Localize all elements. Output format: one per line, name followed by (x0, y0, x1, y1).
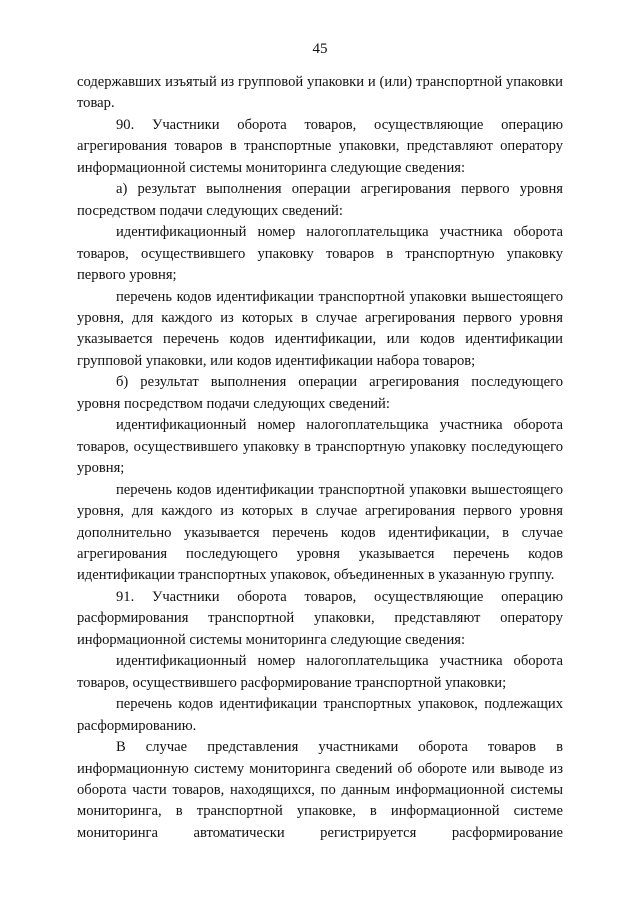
document-body (77, 72, 563, 844)
paragraph-subclause-b: б) результат выполнения операции агрегирования последующего уровня посредством подачи следующих сведений: (77, 374, 563, 412)
paragraph-subclause-a: а) результат выполнения операции агрегирования первого уровня посредством подачи следующих сведений: (77, 181, 563, 219)
page-number: 45 (312, 41, 328, 57)
paragraph-clause-90: 90. Участники оборота товаров, осуществляющие операцию агрегирования товаров в транспортные упаковки, представляют оператору информационной системы мониторинга следующие сведения: (77, 116, 563, 176)
paragraph-taxpayer-id-disaggregation: идентификационный номер налогоплательщика участника оборота товаров, осуществившего расформирование транспортной упаковки; (77, 653, 563, 691)
paragraph-taxpayer-id-first-level: идентификационный номер налогоплательщика участника оборота товаров, осуществившего упаковку товаров в транспортную упаковку первого уровня; (77, 224, 563, 284)
paragraph-automatic-disaggregation: В случае представления участниками оборота товаров в информационную систему мониторинга сведений об обороте или выводе из оборота части товаров, находящихся, по данным информационной системы мониторинга, в транспортной упаковке, в информационной системе мониторинга автоматически регистрируется расформирование (77, 739, 563, 841)
paragraph-clause-91: 91. Участники оборота товаров, осуществляющие операцию расформирования транспортной упаковки, представляют оператору информационной системы мониторинга следующие сведения: (77, 588, 563, 648)
paragraph-taxpayer-id-next-level: идентификационный номер налогоплательщика участника оборота товаров, осуществившего упаковку в транспортную упаковку последующего уровня; (77, 417, 563, 477)
paragraph-codes-list-disaggregation: перечень кодов идентификации транспортных упаковок, подлежащих расформированию. (77, 696, 563, 734)
paragraph-codes-list-first-level: перечень кодов идентификации транспортной упаковки вышестоящего уровня, для каждого из которых в случае агрегирования первого уровня указывается перечень кодов идентификации, или кодов идентификации групповой упаковки, или кодов идентификации набора товаров; (77, 288, 563, 369)
paragraph-continuation: содержавших изъятый из групповой упаковки и (или) транспортной упаковки товар. (77, 74, 563, 112)
paragraph-codes-list-next-level: перечень кодов идентификации транспортной упаковки вышестоящего уровня, для каждого из которых в случае агрегирования первого уровня дополнительно указывается перечень кодов идентификации, в случае агрегирования последующего уровня указывается перечень кодов идентификации транспортных упаковок, объединенных в указанную группу. (77, 481, 563, 584)
